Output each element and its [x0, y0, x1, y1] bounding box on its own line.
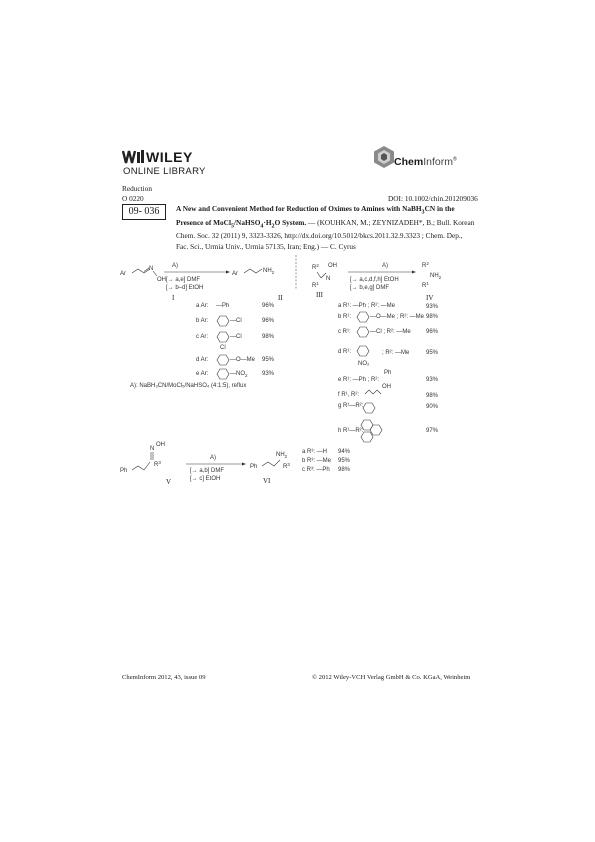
svg-text:R3: $R^3$: [283, 462, 290, 470]
series-1-row: [196, 303, 275, 309]
step-a-2: A): [382, 263, 388, 269]
abstract-citation: — (KOUHKAN, M.; ZEYNIZADEH*, B.; Bull. Korean Chem. Soc. 32 (2011) 9, 3323-3326, http://dx.doi.org/10.5012/bkcs.2011.32.9.3323 ; Chem. Dep., Fac. Sci., Urmia Univ., Urmia 57135, Iran; Eng.) — C. Cyrus: [176, 217, 475, 251]
svg-text:NO₂: NO₂: [358, 361, 370, 367]
svg-text:Ph: Ph: [120, 468, 128, 474]
series-2-row: [338, 312, 439, 322]
svg-text:Ph: Ph: [250, 464, 258, 470]
series-3-row: [302, 458, 351, 464]
compound-V: V: [166, 478, 172, 486]
svg-text:OH: OH: [156, 442, 165, 448]
svg-text:95%: 95%: [262, 357, 275, 363]
wiley-online-library: ONLINE LIBRARY: [123, 166, 206, 177]
step-a-1: A): [172, 263, 178, 269]
svg-text:OH: OH: [382, 384, 391, 390]
doi-link[interactable]: DOI: 10.1002/chin.201209036: [388, 194, 478, 203]
svg-text:96%: 96%: [426, 329, 439, 335]
series-2-row: [338, 327, 439, 337]
cheminform-logo-icon: [373, 145, 395, 169]
svg-text:95%: 95%: [338, 458, 351, 464]
category-label: Reduction: [122, 184, 152, 193]
series-2-row: [338, 303, 439, 310]
scheme-2: [312, 261, 442, 442]
svg-text:94%: 94%: [338, 449, 351, 455]
svg-text:R2: $R^2$: [312, 263, 319, 271]
svg-text:NH2: $NH_2$: [276, 452, 288, 459]
svg-text:R3: $R^3$: [154, 460, 161, 468]
svg-text:R1: $R^1$: [422, 281, 429, 289]
series-1-row: [196, 369, 275, 379]
series-1-row: [196, 316, 275, 326]
svg-text:95%: 95%: [426, 350, 439, 356]
cheminform-logo: ChemInform®: [394, 156, 457, 168]
classification-code: O 0220: [122, 194, 144, 203]
series-2-row: [338, 420, 439, 442]
label-ar: Ar: [120, 271, 126, 277]
wiley-logo-mark: [122, 149, 146, 165]
svg-text:90%: 90%: [426, 404, 439, 410]
svg-text:93%: 93%: [426, 377, 439, 383]
svg-text:—O—Me: —O—Me: [230, 357, 256, 363]
compound-IV: IV: [426, 294, 434, 302]
svg-text:c Ar:: c Ar:: [196, 334, 209, 340]
s3-cond-1: [→ a,b] DMF: [190, 468, 225, 474]
s2-cond-2: [→ b,e,g] DMF: [350, 285, 390, 291]
svg-text:d Ar:: d Ar:: [196, 357, 209, 363]
compound-III: III: [316, 291, 323, 299]
svg-text:h R¹—R²:: h R¹—R²:: [338, 428, 364, 434]
svg-text:a Ar:: a Ar:: [196, 303, 209, 309]
reaction-scheme: [120, 250, 480, 490]
svg-text:97%: 97%: [426, 428, 439, 434]
footer-issue: ChemInform 2012, 43, issue 09: [122, 674, 206, 681]
svg-text:—O—Me ; R²: —Me: —O—Me ; R²: —Me: [370, 314, 425, 320]
step-a-3: A): [210, 455, 216, 461]
svg-text:b R³: —Me: b R³: —Me: [302, 458, 332, 464]
svg-text:—Cl: —Cl: [230, 318, 242, 324]
abstract-number: 09- 036: [122, 204, 166, 220]
svg-text:98%: 98%: [338, 467, 351, 473]
svg-text:Cl: Cl: [220, 345, 226, 351]
s1-cond-1: [→ a,e] DMF: [166, 277, 201, 283]
svg-text:98%: 98%: [262, 334, 275, 340]
svg-text:—Cl ; R²: —Me: —Cl ; R²: —Me: [370, 329, 411, 335]
svg-text:Ph: Ph: [384, 370, 392, 376]
svg-text:g R¹—R²:: g R¹—R²:: [338, 403, 364, 409]
compound-VI: VI: [263, 477, 271, 485]
svg-text:93%: 93%: [426, 304, 439, 310]
abstract-title: A New and Convenient Method for Reduction of Oximes to Amines with NaBH$_3$CN in the Presence of $MoCl_5/NaHSO_4\cdot H_2O$ System.: [176, 204, 455, 230]
svg-text:OH: OH: [328, 263, 337, 269]
wiley-logo: WILEY: [146, 149, 193, 165]
series-2-row: [338, 403, 439, 413]
s3-cond-2: [→ c] EtOH: [190, 476, 221, 482]
svg-text:a R³: —H: a R³: —H: [302, 449, 328, 455]
svg-text:—NO2: $—NO_2$: [230, 371, 248, 378]
series-3-row: [302, 467, 351, 473]
svg-text:N: N: [150, 446, 155, 452]
abstract-text: [176, 204, 476, 252]
svg-text:a R¹: —Ph ; R²: —Me: a R¹: —Ph ; R²: —Me: [338, 303, 396, 309]
svg-text:NH2: $NH_2$: [430, 273, 442, 280]
svg-text:b R¹:: b R¹:: [338, 314, 352, 320]
svg-text:N: N: [326, 276, 331, 282]
svg-text:93%: 93%: [262, 371, 275, 377]
footer-copyright: © 2012 Wiley-VCH Verlag GmbH & Co. KGaA, Weinheim: [312, 674, 471, 681]
svg-text:e Ar:: e Ar:: [196, 371, 209, 377]
svg-text:96%: 96%: [262, 318, 275, 324]
series-2-row: [338, 390, 439, 399]
series-2-row: [338, 346, 439, 367]
svg-text:f R¹, R²:: f R¹, R²:: [338, 392, 359, 398]
svg-text:d R¹:: d R¹:: [338, 349, 352, 355]
series-1-row: [196, 332, 275, 351]
svg-text:98%: 98%: [426, 393, 439, 399]
svg-text:c R¹:: c R¹:: [338, 329, 351, 335]
svg-text:98%: 98%: [426, 314, 439, 320]
svg-text:; R²: —Me: ; R²: —Me: [382, 350, 410, 356]
svg-text:c R³: —Ph: c R³: —Ph: [302, 467, 330, 473]
svg-text:—Cl: —Cl: [230, 334, 242, 340]
scheme-3: [120, 442, 351, 486]
svg-text:96%: 96%: [262, 303, 275, 309]
scheme-1: [120, 263, 283, 389]
label-ar-2: Ar: [232, 271, 238, 277]
svg-text:b Ar:: b Ar:: [196, 318, 209, 324]
label-n: N: [149, 266, 154, 272]
svg-text:NH2: $NH_2$: [263, 268, 275, 275]
svg-text:e R¹: —Ph ; R²:: e R¹: —Ph ; R²:: [338, 377, 380, 383]
label-oh: OH: [157, 277, 166, 283]
reagent-note: A): NaBH₃CN/MoCl₅/NaHSO₄ (4:1:5), reflux: [130, 383, 247, 389]
series-1-row: [196, 355, 275, 365]
series-3-row: [302, 449, 351, 455]
svg-text:R1: $R^1$: [312, 281, 319, 289]
svg-text:R2: $R^2$: [422, 261, 429, 269]
s2-cond-1: [→ a,c,d,f,h] EtOH: [350, 277, 399, 283]
compound-I: I: [172, 294, 175, 302]
svg-text:—Ph: —Ph: [216, 303, 230, 309]
compound-II: II: [278, 294, 283, 302]
series-2-row: [338, 370, 439, 390]
s1-cond-2: [→ b–d] EtOH: [166, 285, 204, 291]
